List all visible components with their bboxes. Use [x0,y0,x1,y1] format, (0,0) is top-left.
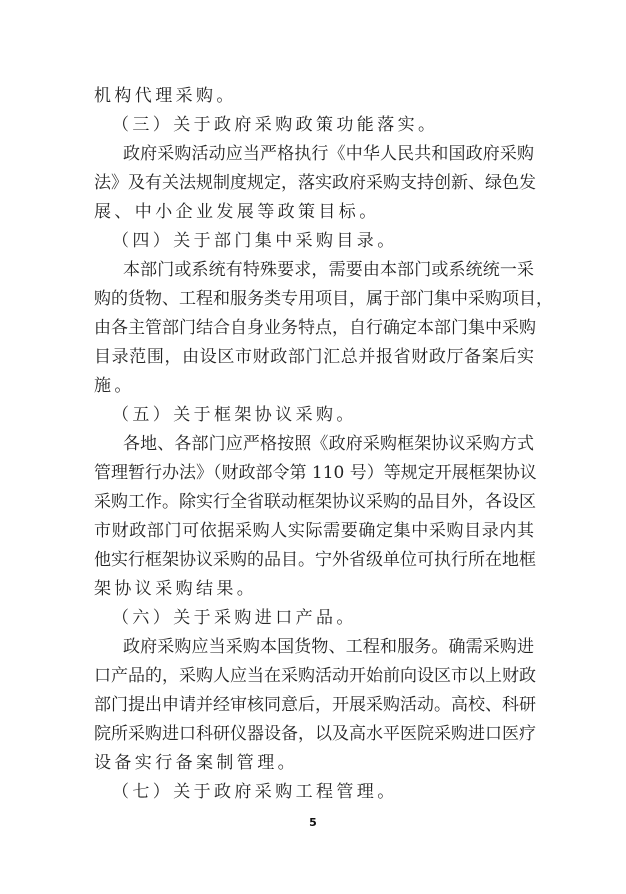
text-line: 他实行框架协议采购的品目。宁外省级单位可执行所在地框 [94,550,536,570]
text-line: 机构代理采购。 [94,86,237,106]
text-line: 施。 [94,376,135,396]
text-line: 架协议采购结果。 [94,579,258,599]
text-line: 管理暂行办法》（财政部令第 110 号）等规定开展框架协议 [94,463,537,483]
section-heading: （三）关于政府采购政策功能落实。 [112,115,439,135]
text-line: 购的货物、工程和服务类专用项目，属于部门集中采购项目， [94,289,553,309]
section-heading: （四）关于部门集中采购目录。 [112,231,398,251]
text-line: 目录范围，由设区市财政部门汇总并报省财政厅备案后实 [94,347,534,367]
text-line: 政府采购应当采购本国货物、工程和服务。确需采购进 [123,637,534,657]
text-line: 政府采购活动应当严格执行《中华人民共和国政府采购 [123,144,534,164]
text-line: 各地、各部门应严格按照《政府采购框架协议采购方式 [123,434,534,454]
section-heading: （五）关于框架协议采购。 [112,405,357,425]
text-line: 设备实行备案制管理。 [94,753,298,773]
text-line: 市财政部门可依据采购人实际需要确定集中采购目录内其 [94,521,534,541]
text-line: 本部门或系统有特殊要求，需要由本部门或系统统一采 [123,260,534,280]
page-number: 5 [309,816,317,829]
text-line: 口产品的，采购人应当在采购活动开始前向设区市以上财政 [94,666,536,686]
text-line: 展、中小企业发展等政策目标。 [94,202,380,222]
text-line: 采购工作。除实行全省联动框架协议采购的品目外，各设区 [94,492,536,512]
text-line: 部门提出申请并经审核同意后，开展采购活动。高校、科研 [94,695,536,715]
section-heading: （六）关于采购进口产品。 [112,608,357,628]
section-heading: （七）关于政府采购工程管理。 [112,782,398,802]
text-line: 法》及有关法规制度规定，落实政府采购支持创新、绿色发 [94,173,536,193]
text-line: 院所采购进口科研仪器设备，以及高水平医院采购进口医疗 [94,724,536,744]
text-line: 由各主管部门结合自身业务特点，自行确定本部门集中采购 [94,318,536,338]
